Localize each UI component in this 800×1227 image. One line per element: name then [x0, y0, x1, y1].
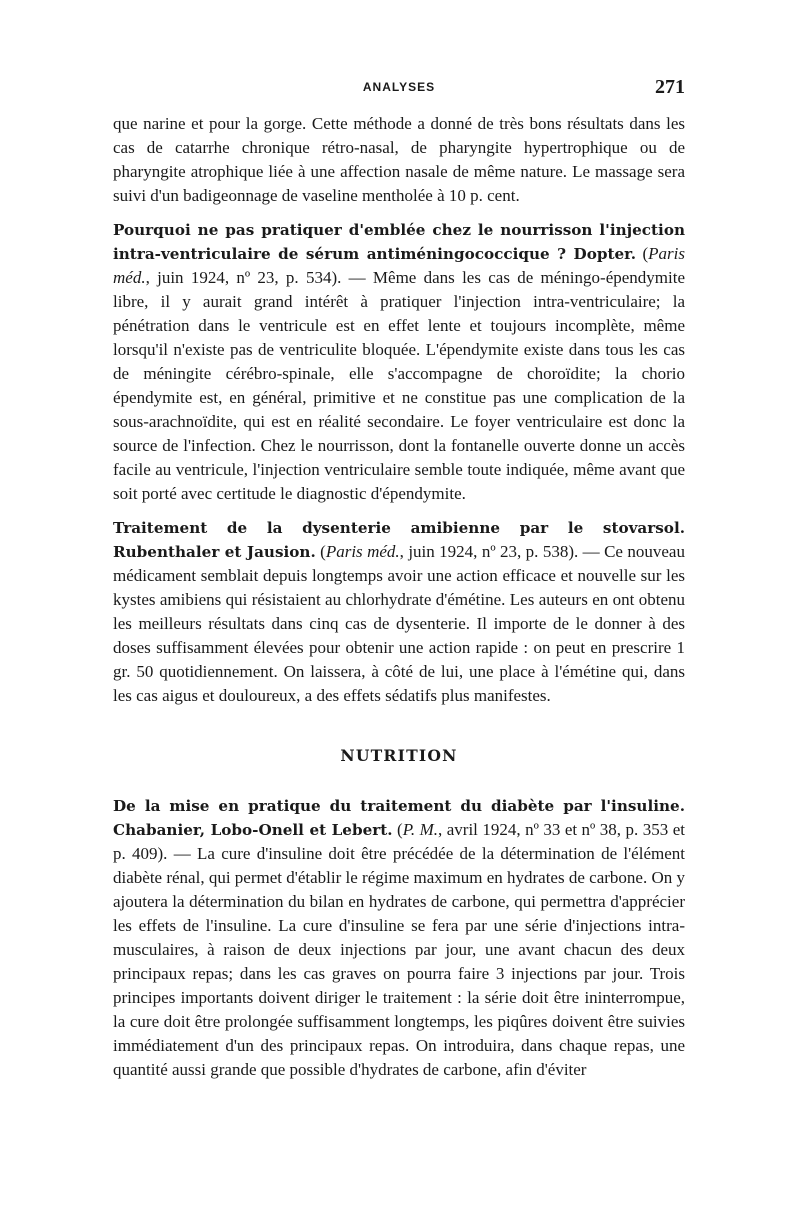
- abstract-title: Pourquoi ne pas pratiquer d'emblée chez le nourrisson l'injection intra-ventriculaire de sérum antiméningococcique ? Dopter.: [113, 221, 685, 263]
- running-head: [113, 76, 685, 100]
- abstract-title: Traitement de la dysenterie amibienne par le stovarsol. Rubenthaler et Jausion.: [113, 519, 685, 561]
- page-number: 271: [655, 76, 685, 98]
- abstract-title: De la mise en pratique du traitement du diabète par l'insuline. Chabanier, Lobo-Onell et Lebert.: [113, 797, 685, 839]
- intro-paragraph: [113, 112, 685, 208]
- journal-name: P. M.: [402, 820, 439, 839]
- journal-name: Paris méd.: [113, 244, 685, 287]
- abstract-dopter: [113, 218, 685, 506]
- abstract-body: — Ce nouveau médicament semblait depuis longtemps avoir une action efficace et nouvelle sur les kystes amibiens qui résistaient au chlorhydrate d'émétine. Les auteurs en ont obtenu les meilleurs résultats dans cinq cas de dysenterie. Il importe de le donner à des doses suffisamment élevées pour obtenir une action rapide : on peut en prescrire 1 gr. 50 quotidiennement. On laissera, à côté de lui, une place à l'émétine qui, dans les cas aigus et douloureux, a des effets sédatifs plus manifestes.: [113, 542, 685, 705]
- ref-open: (: [315, 542, 326, 561]
- journal-name: Paris méd.: [325, 542, 400, 561]
- text-block: [113, 112, 685, 1082]
- citation: , juin 1924, nº 23, p. 534).: [145, 268, 342, 287]
- citation: , avril 1924, nº 33 et nº 38, p. 353 et p. 409).: [113, 820, 685, 863]
- abstract-body: — Même dans les cas de méningo-épendymite libre, il y aurait grand intérêt à pratiquer l'injection intra-ventriculaire; la pénétration dans le ventricule est en effet lente et toujours incomplète, même lorsqu'il n'existe pas de ventriculite bloquée. L'épendymite existe dans tous les cas de méningite cérébro-spinale, elle s'accompagne de choroïdite; la chorio épendymite est, en général, primitive et ne constitue pas une complication de la sous-arachnoïdite, qui est en réalité secondaire. Le foyer ventriculaire est donc la source de l'infection. Chez le nourrisson, dont la fontanelle ouverte donne un accès facile au ventricule, l'injection ventriculaire semble toute indiquée, même avant que soit porté avec certitude le diagnostic d'épendymite.: [113, 268, 685, 503]
- citation: , juin 1924, nº 23, p. 538).: [399, 542, 579, 561]
- ref-open: (: [392, 820, 403, 839]
- intro-text: que narine et pour la gorge. Cette méthode a donné de très bons résultats dans les cas de catarrhe chronique rétro-nasal, de pharyngite hypertrophique ou de pharyngite atrophique liée à une affection nasale de même nature. Le massage sera suivi d'un badigeonnage de vaseline mentholée à 10 p. cent.: [113, 114, 685, 205]
- section-heading: NUTRITION: [340, 746, 458, 765]
- ref-open: (: [636, 244, 649, 263]
- abstract-stovarsol: [113, 516, 685, 708]
- abstract-insuline: [113, 794, 685, 1082]
- abstract-body: — La cure d'insuline doit être précédée de la détermination de l'élément diabète rénal, qui permet d'établir le régime maximum en hydrates de carbone. On y ajoutera la détermination du bilan en hydrates de carbone, qui permettra d'apprécier les effets de l'insuline. La cure d'insuline se fera par une série d'injections intra-musculaires, à raison de deux injections par jour, une avant chacun des deux principaux repas; dans les cas graves on pourra faire 3 injections par jour. Trois principes importants doivent diriger le traitement : la série doit être ininterrompue, la cure doit être prolongée suffisamment longtemps, les piqûres doivent être suivies immédiatement d'un des principaux repas. On introduira, dans chaque repas, une quantité aussi grande que possible d'hydrates de carbone, afin d'éviter: [113, 844, 685, 1079]
- running-title: ANALYSES: [362, 80, 436, 94]
